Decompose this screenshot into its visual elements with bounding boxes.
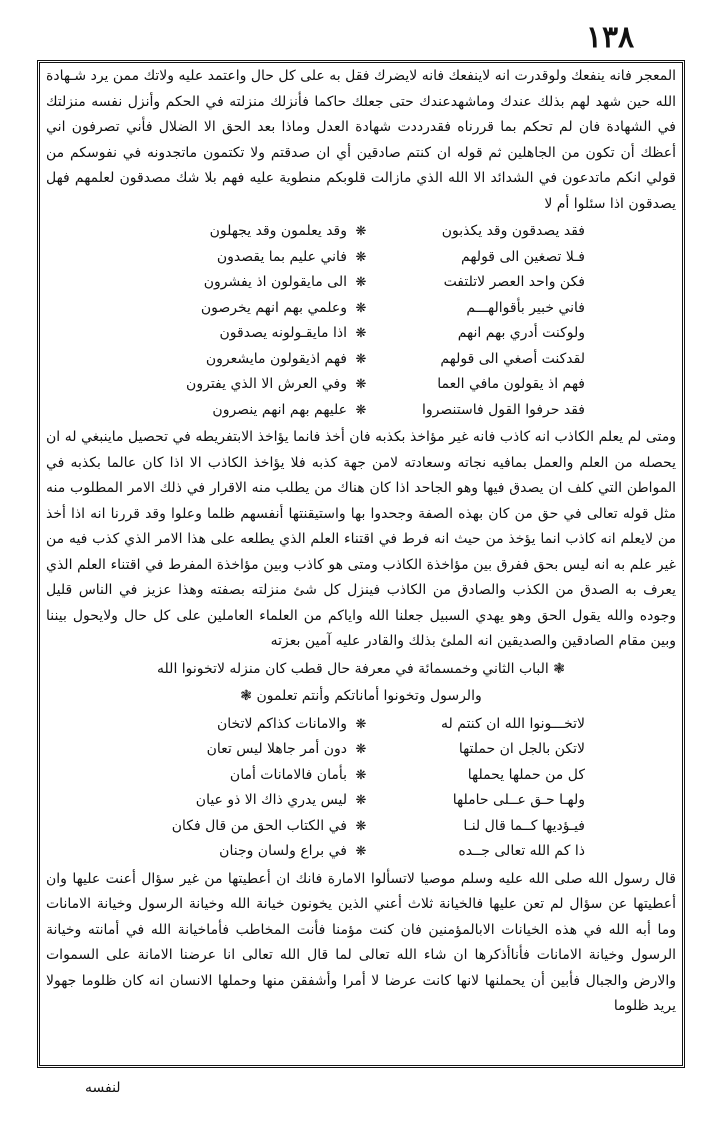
verse-first-hemistich: كل من حملها يحملها — [467, 766, 585, 783]
verse — [46, 712, 676, 738]
verse-first-hemistich: فقد حرفوا القول فاستنصروا — [422, 401, 585, 418]
page-number: ١٣٨ — [585, 20, 635, 55]
paragraph-3: قال رسول الله صلى الله عليه وسلم موصيا لاتسألوا الامارة فانك ان أعطيتها من غير سؤال أعنت عليها وان أعطيتها عن سؤال لم تعن عليها فالخيانة ثلاث أعني الذين يخونون خيانة الله وخيانة الرسول وخيانة الامانات وما أبه الله في هذه الخيانات الابالمؤمنين فان كنت مؤمنا فأنت المخاطب فأماخيانة الله في أمانته وخيانة الرسول وخيانة الامانات فأناأذكرها ان شاء الله تعالى لما قال الله تعالى انا عرضنا الامانة على السموات والارض والجبال فأبين أن يحملنها لانها كانت عرضا لا أمرا وأشفقن منها وحملها الانسان انه كان ظلوما جهولا يريد ظلوما — [46, 870, 676, 1014]
verse-separator-icon: ❋ — [355, 326, 367, 341]
verse — [46, 737, 676, 763]
verse-first-hemistich: ذا كم الله تعالى جــده — [458, 843, 585, 859]
verse-separator-icon: ❋ — [355, 377, 367, 392]
verse-separator-icon: ❋ — [355, 275, 367, 290]
verse-separator-icon: ❋ — [355, 716, 367, 732]
verse-separator-icon: ❋ — [355, 300, 367, 316]
verse-first-hemistich: فاني خبير بأقوالهـــم — [466, 299, 585, 316]
heading-ornament-icon: ❃ — [240, 688, 252, 704]
verse-second-hemistich: ليس يدري ذاك الا ذو عيان — [195, 792, 347, 808]
chapter-heading — [46, 657, 676, 683]
verse-separator-icon: ❋ — [355, 351, 367, 367]
verse-separator-icon: ❋ — [355, 844, 367, 859]
chapter-heading-2 — [46, 684, 676, 710]
verse-second-hemistich: دون أمر جاهلا ليس تعان — [206, 741, 347, 757]
verse-first-hemistich: فقد يصدقون وقد يكذبون — [441, 223, 585, 239]
verse-first-hemistich: فكن واحد العصر لاتلتفت — [443, 274, 585, 290]
verse — [46, 398, 676, 424]
verse-second-hemistich: اذا مايقـولونه يصدقون — [219, 325, 347, 341]
verse-second-hemistich: الى مايقولون اذ يفشرون — [203, 274, 347, 290]
verse-first-hemistich: لاتكن بالجل ان حملتها — [458, 741, 585, 757]
verse-second-hemistich: فهم اذيقولون مايشعرون — [205, 350, 347, 367]
verse-separator-icon: ❋ — [355, 742, 367, 757]
chapter-heading-line-1: الباب الثاني وخمسمائة في معرفة حال قطب كان منزله لاتخونوا الله — [157, 660, 549, 677]
verse — [46, 763, 676, 789]
verse-second-hemistich: عليهم بهم انهم ينصرون — [212, 401, 347, 418]
verse — [46, 372, 676, 398]
verse-first-hemistich: فهم اذ يقولون مافي العما — [437, 376, 585, 392]
verse-separator-icon: ❋ — [355, 249, 367, 265]
verse-separator-icon: ❋ — [355, 402, 367, 418]
verse — [46, 788, 676, 814]
verse — [46, 270, 676, 296]
verse-first-hemistich: ولهـا حـق عــلى حاملها — [452, 792, 585, 808]
verse — [46, 245, 676, 271]
verse — [46, 814, 676, 840]
verse — [46, 839, 676, 865]
catchword: لنفسه — [85, 1080, 121, 1096]
chapter-heading-line-2: والرسول وتخونوا أماناتكم وأنتم تعلمون — [256, 688, 482, 704]
verse — [46, 296, 676, 322]
poem-2 — [46, 712, 676, 865]
verse-second-hemistich: في الكتاب الحق من قال فكان — [171, 817, 347, 834]
verse-separator-icon: ❋ — [355, 793, 367, 808]
page-body — [46, 64, 676, 1020]
verse-second-hemistich: فاني عليم بما يقصدون — [216, 248, 347, 265]
verse-second-hemistich: بأمان فالامانات أمان — [229, 766, 347, 783]
paragraph-1: المعجر فانه ينفعك ولوقدرت انه لاينفعك فانه لايضرك فقل به على كل حال واعتمد عليه ولاتك ممن يرد شـهادة الله حين شهد لهم بذلك عندك وماشهدعندك حتى جعلك حاكما فأنزلك منزلته في الحكم وأنزل نفسه منزلتك في الشهادة فان لم تحكم بما قررناه فقدرددت شهادة العدل وماذا بعد الحق الا الضلال فأني تصرفون اني أعظك أن تكون من الجاهلين ثم قوله ان كنتم صادقين أي ان صدقتم ولا تكتمون ماتجدونه في نفوسكم من قولي انكم ماتدعون في الشدائد الا الله الذي مازالت قلوبكم منطوية عليه فهم بلا شك مصدقون لعلمهم فهل يصدقون اذا سئلوا أم لا — [46, 68, 676, 212]
verse-separator-icon: ❋ — [355, 818, 367, 834]
verse — [46, 321, 676, 347]
verse-separator-icon: ❋ — [355, 224, 367, 239]
verse-second-hemistich: في براع ولسان وجنان — [219, 843, 347, 859]
verse-first-hemistich: فيـؤديها كــما قال لنـا — [463, 817, 585, 834]
verse-first-hemistich: لاتخـــونوا الله ان كنتم له — [441, 715, 585, 732]
verse-first-hemistich: لقدكنت أصغي الى قولهم — [440, 350, 585, 367]
heading-ornament-icon: ❃ — [553, 660, 565, 677]
verse-first-hemistich: فـلا تصغين الى قولهم — [461, 248, 585, 265]
verse-second-hemistich: وفي العرش الا الذي يفترون — [186, 376, 347, 392]
verse — [46, 347, 676, 373]
verse — [46, 219, 676, 245]
paragraph-2: ومتى لم يعلم الكاذب انه كاذب فانه غير مؤاخذ بكذبه فان أخذ فانما يؤاخذ الابتفريطه في تحصيل ماينبغي له ان يحصله من العلم والعمل بمافيه نجاته وسعادته لامن جهة كذبه فلا يؤاخذ الكاذب الا اذا كان عالما بكذبه في المواطن التي كلف ان يصدق فيها وهو الجاحد اذا كان هناك من يطلب منه الاقرار في ذلك الامر المطلوب منه مثل قوله تعالى في حق من كان بهذه الصفة وجحدوا بها واستيقنتها أنفسهم ظلما وعلوا وقد قررنا انه اذا أخذ من لايعلم انه كاذب انما يؤخذ من حيث انه فرط في اقتناء العلم الذي يطلعه على هذا الامر الذي كذب فيه من غير علم به انه ليس بحق ففرق بين مؤاخذة الكاذب ومتى هو كاذب وبين مؤاخذة المفرط في اقتناء العلم الذي يعرف به الصدق من الكذب والصادق من الكاذب فينزل كل شئ منزلته بصفته وهذا عزيز في الناس قليل وجوده والله يقول الحق وهو يهدي السبيل جعلنا الله واياكم من العلماء العاملين على كل حال ولايحول بيننا وبين مقام الصادقين والصديقين انه الملئ بذلك والقادر عليه آمين بعزته — [46, 429, 676, 649]
verse-second-hemistich: وعلمي بهم انهم يخرصون — [200, 299, 347, 316]
verse-second-hemistich: وقد يعلمون وقد يجهلون — [209, 223, 347, 239]
poem-1 — [46, 219, 676, 423]
verse-separator-icon: ❋ — [355, 767, 367, 783]
verse-second-hemistich: والامانات كذاكم لاتخان — [217, 715, 347, 732]
verse-first-hemistich: ولوكنت أدري بهم انهم — [457, 325, 585, 341]
